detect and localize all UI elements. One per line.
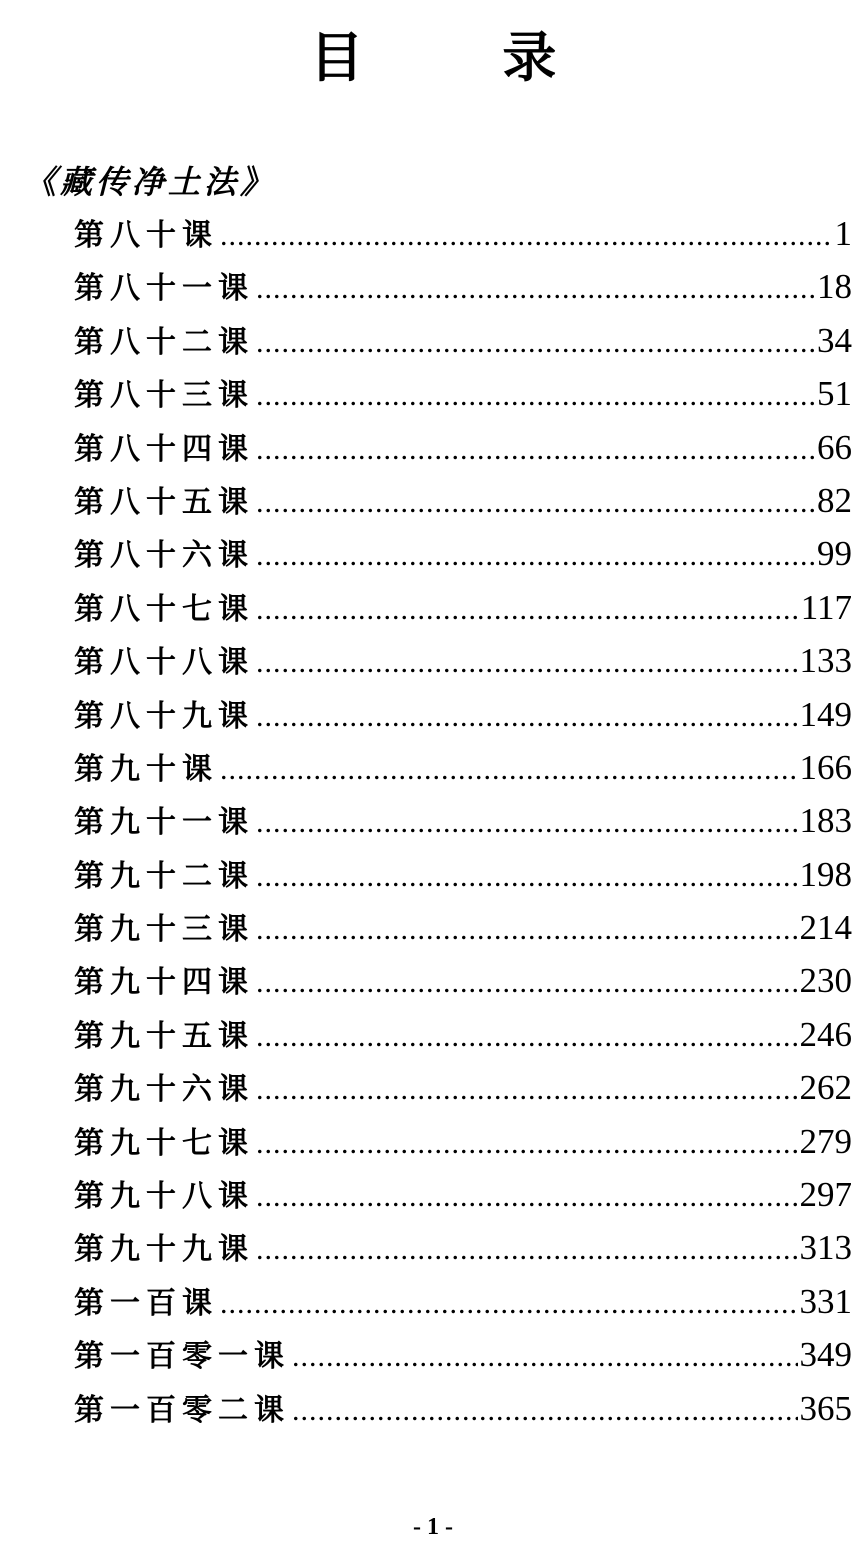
toc-entry[interactable] [74, 1328, 852, 1381]
toc-entry-page: 82 [817, 480, 852, 520]
toc-entry-page: 51 [817, 374, 852, 414]
toc-entry-page: 349 [799, 1335, 852, 1375]
toc-entry[interactable] [74, 688, 852, 741]
toc-dot-leader [256, 956, 798, 1009]
toc-entry[interactable] [74, 901, 852, 954]
page-number-footer: - 1 - [413, 1514, 453, 1540]
toc-entry-page: 313 [799, 1228, 852, 1268]
toc-dot-leader [220, 743, 798, 796]
toc-dot-leader [256, 850, 798, 903]
toc-entry-label: 第九十一课 [74, 805, 254, 841]
toc-entry-label: 第九十三课 [74, 912, 254, 948]
toc-dot-leader [256, 690, 798, 743]
toc-entry-page: 214 [799, 908, 852, 948]
toc-entry-page: 133 [799, 641, 852, 681]
toc-entry-label: 第九十九课 [74, 1232, 254, 1268]
toc-entry[interactable] [74, 634, 852, 687]
toc-entry-label: 第八十五课 [74, 484, 254, 520]
toc-entry-label: 第八十四课 [74, 431, 254, 467]
toc-entry-page: 117 [800, 587, 852, 627]
toc-entry-page: 246 [799, 1014, 852, 1054]
toc-entry-page: 66 [817, 427, 852, 467]
toc-dot-leader [256, 796, 798, 849]
toc-entry-label: 第九十四课 [74, 965, 254, 1001]
toc-entry[interactable] [74, 1115, 852, 1168]
toc-entry-label: 第九十七课 [74, 1125, 254, 1161]
toc-dot-leader [292, 1330, 798, 1383]
toc-entry-page: 297 [799, 1175, 852, 1215]
toc-entry-label: 第八十九课 [74, 698, 254, 734]
toc-entry-page: 262 [799, 1068, 852, 1108]
toc-entry-page: 1 [834, 214, 852, 253]
toc-entry[interactable] [74, 1061, 852, 1114]
toc-entry[interactable] [74, 581, 852, 634]
toc-entry-label: 第八十三课 [74, 378, 254, 414]
book-title: 《藏传净土法》 [24, 163, 277, 201]
toc-entry-page: 99 [817, 534, 852, 574]
toc-entry-page: 331 [799, 1281, 852, 1321]
toc-entry-label: 第八十七课 [74, 591, 254, 627]
toc-entry-page: 198 [799, 854, 852, 894]
toc-entry[interactable] [74, 314, 852, 367]
toc-entry-label: 第八十课 [74, 218, 218, 253]
toc-entry-label: 第一百零二课 [74, 1392, 290, 1428]
toc-entry-label: 第八十二课 [74, 324, 254, 360]
toc-dot-leader [256, 1170, 798, 1223]
toc-entry[interactable] [74, 260, 852, 313]
table-of-contents [74, 207, 852, 1435]
toc-entry-label: 第八十一课 [74, 271, 254, 307]
toc-dot-leader [256, 529, 815, 582]
toc-entry[interactable] [74, 1382, 852, 1435]
toc-dot-leader [256, 316, 815, 369]
toc-dot-leader [256, 369, 815, 422]
toc-entry[interactable] [74, 207, 852, 260]
toc-dot-leader [256, 903, 798, 956]
toc-entry[interactable] [74, 741, 852, 794]
toc-entry[interactable] [74, 794, 852, 847]
toc-entry-label: 第九十课 [74, 751, 218, 787]
toc-entry-page: 279 [799, 1121, 852, 1161]
toc-entry-label: 第一百零一课 [74, 1339, 290, 1375]
toc-dot-leader [256, 423, 815, 476]
toc-entry-label: 第一百课 [74, 1285, 218, 1321]
toc-entry[interactable] [74, 848, 852, 901]
toc-dot-leader [292, 1384, 798, 1437]
toc-dot-leader [256, 583, 799, 636]
toc-entry-label: 第八十六课 [74, 538, 254, 574]
toc-entry[interactable] [74, 527, 852, 580]
toc-entry-label: 第九十八课 [74, 1179, 254, 1215]
toc-entry[interactable] [74, 1275, 852, 1328]
toc-entry[interactable] [74, 421, 852, 474]
toc-dot-leader [220, 1277, 798, 1330]
toc-dot-leader [256, 636, 798, 689]
toc-entry-page: 166 [799, 747, 852, 787]
toc-entry-page: 230 [799, 961, 852, 1001]
toc-entry-page: 149 [799, 694, 852, 734]
toc-entry-page: 18 [817, 267, 852, 307]
toc-entry-label: 第八十八课 [74, 645, 254, 681]
toc-dot-leader [256, 1117, 798, 1170]
toc-entry[interactable] [74, 954, 852, 1007]
toc-dot-leader [256, 1223, 798, 1276]
toc-entry[interactable] [74, 367, 852, 420]
toc-entry[interactable] [74, 1221, 852, 1274]
toc-dot-leader [256, 1010, 798, 1063]
toc-entry[interactable] [74, 1008, 852, 1061]
toc-entry-page: 34 [817, 320, 852, 360]
toc-dot-leader [256, 476, 815, 529]
toc-entry[interactable] [74, 474, 852, 527]
toc-dot-leader [256, 1063, 798, 1116]
page-title: 目 录 [309, 25, 617, 89]
toc-entry-label: 第九十二课 [74, 858, 254, 894]
toc-dot-leader [256, 262, 815, 315]
toc-entry-page: 365 [799, 1388, 852, 1428]
toc-dot-leader [220, 209, 833, 262]
toc-entry[interactable] [74, 1168, 852, 1221]
toc-entry-label: 第九十五课 [74, 1018, 254, 1054]
toc-entry-page: 183 [799, 801, 852, 841]
toc-entry-label: 第九十六课 [74, 1072, 254, 1108]
